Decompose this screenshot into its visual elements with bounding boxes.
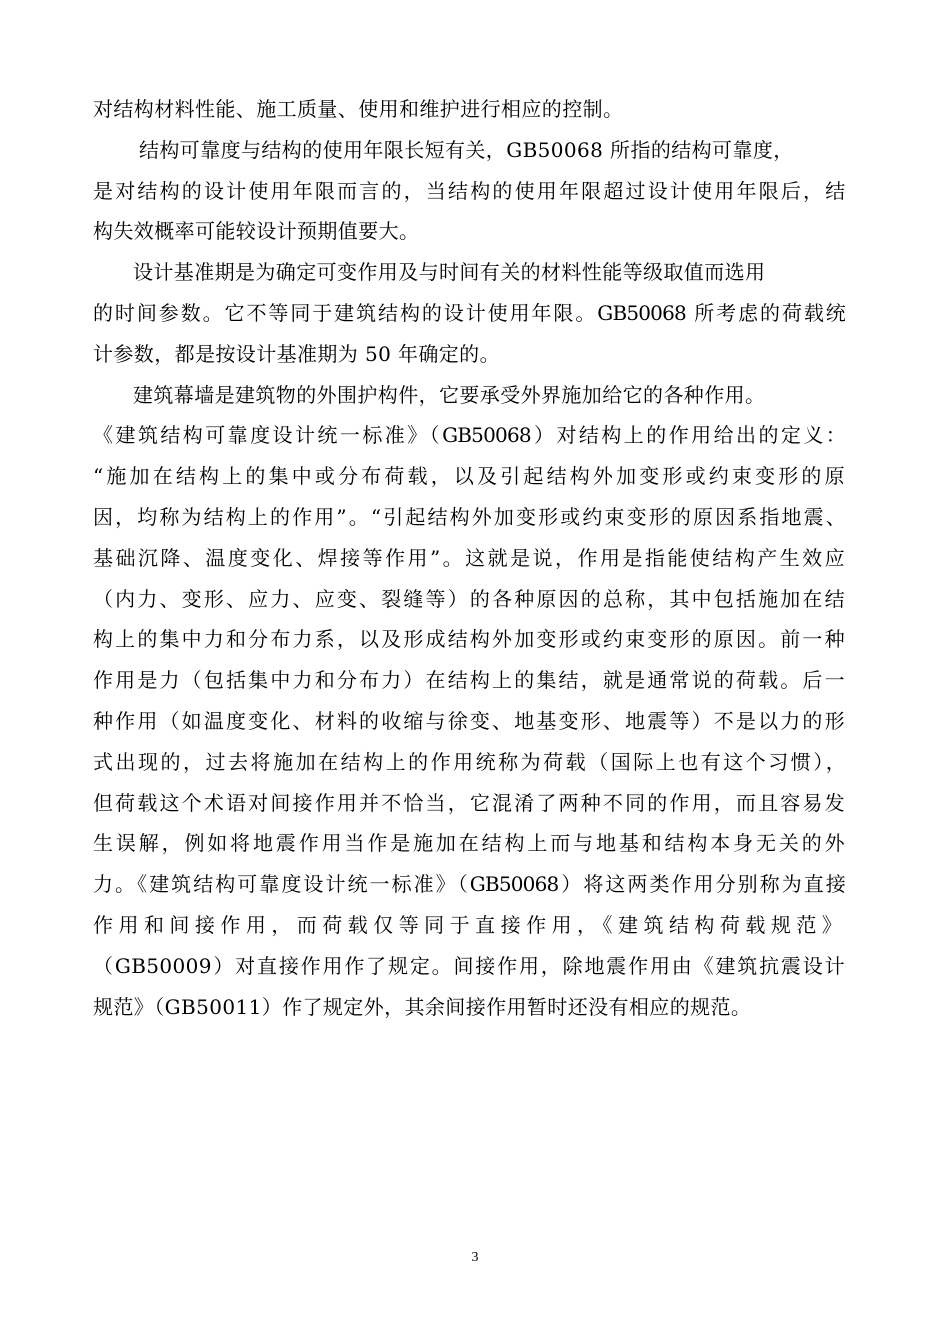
text-line: （GB50009）对直接作用作了规定。间接作用，除地震作用由《建筑抗震设计: [93, 953, 845, 978]
text-line: 因，均称为结构上的作用”。“引起结构外加变形或约束变形的原因系指地震、: [93, 504, 845, 529]
paragraph-start-line: 结构可靠度与结构的使用年限长短有关，GB50068 所指的结构可靠度，: [139, 137, 794, 162]
text-line: 的时间参数。它不等同于建筑结构的设计使用年限。GB50068 所考虑的荷载统: [93, 300, 845, 325]
text-line: 计参数，都是按设计基准期为 50 年确定的。: [93, 341, 500, 366]
text-line: “施加在结构上的集中或分布荷载，以及引起结构外加变形或约束变形的原: [93, 464, 845, 489]
text-line: 生误解，例如将地震作用当作是施加在结构上而与地基和结构本身无关的外: [93, 831, 845, 856]
page-number: 3: [471, 1250, 479, 1265]
paragraph-start-line: 建筑幕墙是建筑物的外围护构件，它要承受外界施加给它的各种作用。: [133, 382, 766, 407]
body-text: [93, 89, 845, 1027]
text-line: 基础沉降、温度变化、焊接等作用”。这就是说，作用是指能使结构产生效应: [93, 545, 845, 570]
text-line: 《建筑结构可靠度设计统一标准》（GB50068）对结构上的作用给出的定义：: [93, 423, 845, 448]
text-line: 是对结构的设计使用年限而言的，当结构的使用年限超过设计使用年限后，结: [93, 178, 845, 203]
text-line: 构上的集中力和分布力系，以及形成结构外加变形或约束变形的原因。前一种: [93, 627, 845, 652]
text-line: 力。《建筑结构可靠度设计统一标准》（GB50068）将这两类作用分别称为直接: [93, 872, 845, 897]
text-line: 但荷载这个术语对间接作用并不恰当，它混淆了两种不同的作用，而且容易发: [93, 790, 845, 815]
text-line: 对结构材料性能、施工质量、使用和维护进行相应的控制。: [93, 97, 624, 121]
text-line: （内力、变形、应力、应变、裂缝等）的各种原因的总称，其中包括施加在结: [93, 586, 845, 611]
text-line: 式出现的，过去将施加在结构上的作用统称为荷载（国际上也有这个习惯），: [93, 749, 845, 774]
text-line: 作用是力（包括集中力和分布力）在结构上的集结，就是通常说的荷载。后一: [93, 668, 845, 693]
text-line: 作用和间接作用，而荷载仅等同于直接作用，《建筑结构荷载规范》: [93, 912, 845, 937]
text-line: 构失效概率可能较设计预期值要大。: [93, 219, 420, 244]
text-line: 规范》（GB50011）作了规定外，其余间接作用暂时还没有相应的规范。: [93, 994, 752, 1019]
paragraph-start-line: 设计基准期是为确定可变作用及与时间有关的材料性能等级取值而选用: [133, 260, 766, 285]
text-line: 种作用（如温度变化、材料的收缩与徐变、地基变形、地震等）不是以力的形: [93, 708, 845, 733]
